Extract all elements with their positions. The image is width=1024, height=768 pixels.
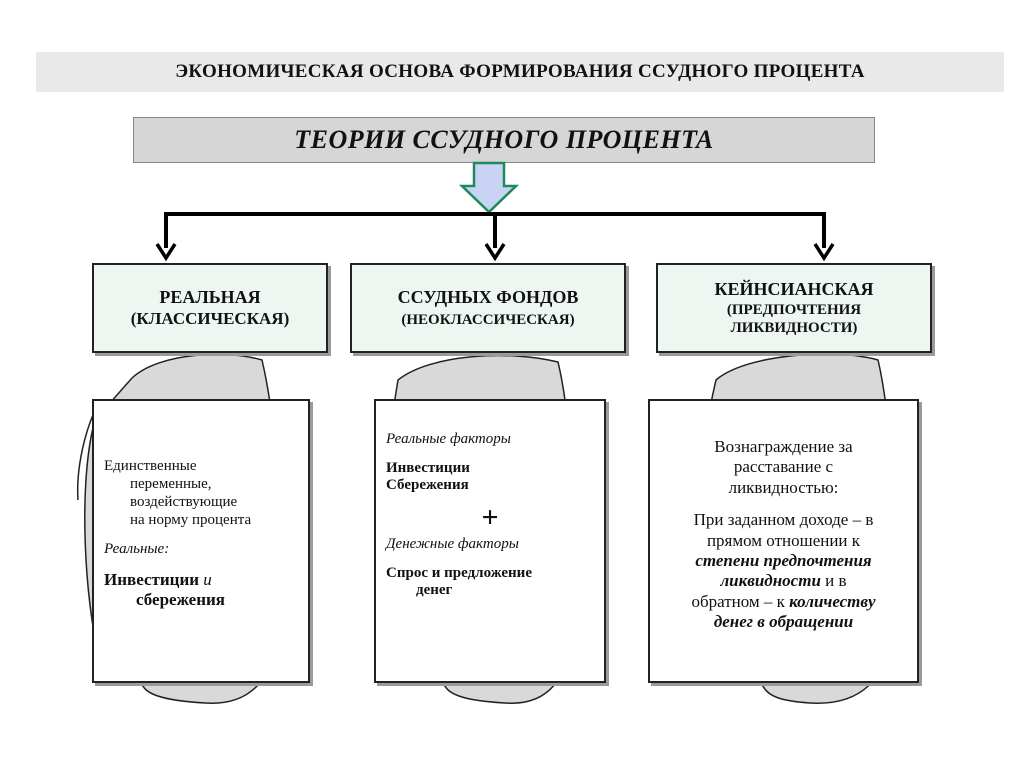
panel-keynesian [648, 399, 919, 683]
panel-keynes-inverse: обратном – к [691, 591, 790, 611]
panel-loan-money-factors: Денежные факторы [386, 536, 519, 552]
theory-keynes-subtitle-2: ЛИКВИДНОСТИ) [730, 319, 858, 336]
panel-loan-real-factors: Реальные факторы [386, 431, 511, 447]
panel-keynes-line-1: При заданном доходе – в [693, 510, 874, 530]
theory-loan-title: ССУДНЫХ ФОНДОВ [397, 286, 579, 307]
theory-box-keynesian [656, 263, 932, 353]
theories-header: ТЕОРИИ ССУДНОГО ПРОЦЕНТА [294, 125, 714, 154]
theory-keynes-subtitle-1: (ПРЕДПОЧТЕНИЯ [726, 301, 862, 318]
panel-keynes-reward-1: Вознаграждение за [714, 437, 853, 456]
theory-box-real [92, 263, 328, 353]
panel-real-savings: сбережения [136, 590, 226, 609]
panel-keynes-line-6: денег в обращении [713, 612, 854, 632]
panel-keynes-liquidity: ликвидности [720, 571, 821, 591]
panel-keynes-line-4 [656, 571, 911, 591]
theory-keynes-title: КЕЙНСИАНСКАЯ [714, 279, 874, 300]
panel-real-intro-2: переменные, [130, 476, 212, 492]
theory-box-loanable-funds [350, 263, 626, 353]
panel-real-label: Реальные: [104, 541, 170, 557]
panel-keynes-line-5 [656, 592, 911, 612]
panel-loan-investments: Инвестиции [386, 460, 470, 476]
theory-loan-subtitle: (НЕОКЛАССИЧЕСКАЯ) [401, 312, 575, 329]
panel-real-intro-3: воздействующие [130, 494, 238, 510]
panel-loan-supply-demand-2: денег [416, 582, 453, 598]
theory-real-title: РЕАЛЬНАЯ [159, 287, 261, 307]
panel-real-intro-4: на норму процента [130, 512, 252, 528]
panel-loan-plus: + [481, 501, 499, 534]
panel-real-investments: Инвестиции [104, 570, 200, 589]
panel-loan-savings: Сбережения [386, 477, 469, 493]
panel-real [92, 399, 310, 683]
main-title: ЭКОНОМИЧЕСКАЯ ОСНОВА ФОРМИРОВАНИЯ ССУДНОГО ПРОЦЕНТА [175, 61, 865, 82]
panel-keynes-reward-3: ликвидностью: [728, 477, 839, 497]
panel-loan-supply-demand-1: Спрос и предложение [386, 565, 532, 581]
panel-keynes-quantity: количеству [789, 591, 876, 611]
panel-real-factors [104, 570, 298, 590]
panel-keynes-line-2: прямом отношении к [706, 530, 861, 550]
panel-real-and: и [203, 570, 212, 589]
panel-keynes-line-3: степени предпочтения [695, 550, 872, 570]
down-arrow-icon [462, 163, 516, 212]
panel-loanable-funds [374, 399, 606, 683]
panel-keynes-and: и в [820, 571, 847, 591]
theory-real-subtitle: (КЛАССИЧЕСКАЯ) [130, 308, 290, 328]
panel-real-intro-1: Единственные [104, 458, 197, 474]
panel-keynes-reward-2: расставание с [733, 457, 834, 477]
